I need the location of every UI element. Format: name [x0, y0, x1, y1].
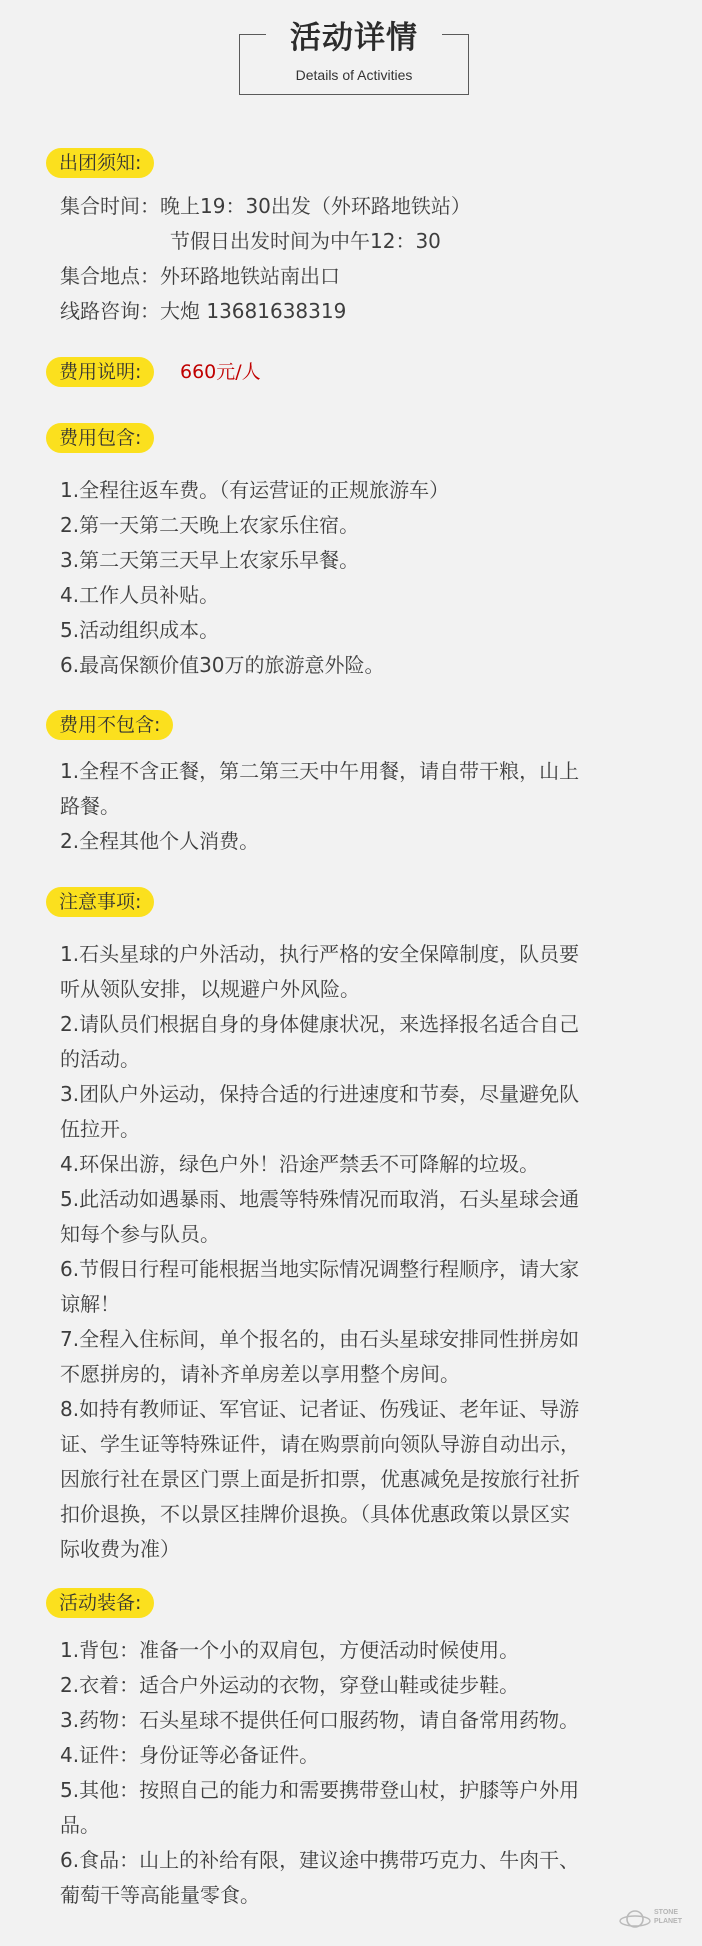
- notes-line: 不愿拼房的，请补齐单房差以享用整个房间。: [60, 1362, 460, 1386]
- section-label-notice: 出团须知:: [46, 148, 154, 178]
- included-line: 6.最高保额价值30万的旅游意外险。: [60, 653, 385, 677]
- equipment-line: 葡萄干等高能量零食。: [60, 1883, 260, 1907]
- section-label-excluded: 费用不包含:: [46, 710, 173, 740]
- planet-logo-icon: [618, 1904, 652, 1934]
- notes-line: 证、学生证等特殊证件，请在购票前向领队导游自动出示，: [60, 1432, 580, 1456]
- title-frame: [239, 20, 469, 95]
- included-line: 2.第一天第二天晚上农家乐住宿。: [60, 513, 360, 537]
- page-title: 活动详情: [290, 20, 418, 56]
- notes-line: 谅解！: [60, 1292, 120, 1316]
- section-label-notes: 注意事项:: [46, 887, 154, 917]
- excluded-line: 1.全程不含正餐，第二第三天中午用餐，请自带干粮，山上: [60, 759, 580, 783]
- notes-line: 6.节假日行程可能根据当地实际情况调整行程顺序，请大家: [60, 1257, 580, 1281]
- equipment-line: 1.背包：准备一个小的双肩包，方便活动时候使用。: [60, 1638, 520, 1662]
- notes-line: 2.请队员们根据自身的身体健康状况，来选择报名适合自己: [60, 1012, 580, 1036]
- equipment-line: 3.药物：石头星球不提供任何口服药物，请自备常用药物。: [60, 1708, 580, 1732]
- notes-line: 1.石头星球的户外活动，执行严格的安全保障制度，队员要: [60, 942, 580, 966]
- section-label-equipment: 活动装备:: [46, 1588, 154, 1618]
- included-line: 3.第二天第三天早上农家乐早餐。: [60, 548, 360, 572]
- notes-line: 8.如持有教师证、军官证、记者证、伤残证、老年证、导游: [60, 1397, 580, 1421]
- equipment-line: 4.证件：身份证等必备证件。: [60, 1743, 320, 1767]
- included-line: 5.活动组织成本。: [60, 618, 220, 642]
- fee-value: 660元/人: [180, 361, 261, 383]
- included-line: 4.工作人员补贴。: [60, 583, 220, 607]
- notice-line: 线路咨询：大炮 13681638319: [60, 299, 347, 323]
- notes-line: 7.全程入住标间，单个报名的，由石头星球安排同性拼房如: [60, 1327, 580, 1351]
- included-line: 1.全程往返车费。（有运营证的正规旅游车）: [60, 478, 450, 502]
- equipment-line: 5.其他：按照自己的能力和需要携带登山杖，护膝等户外用: [60, 1778, 580, 1802]
- notes-line: 4.环保出游，绿色户外！沿途严禁丢不可降解的垃圾。: [60, 1152, 540, 1176]
- excluded-line: 路餐。: [60, 794, 120, 818]
- notes-line: 3.团队户外运动，保持合适的行进速度和节奏，尽量避免队: [60, 1082, 580, 1106]
- notice-line: 节假日出发时间为中午12：30: [170, 229, 441, 253]
- equipment-line: 品。: [60, 1813, 100, 1837]
- watermark-logo: [618, 1904, 688, 1934]
- notes-line: 伍拉开。: [60, 1117, 140, 1141]
- notice-line: 集合地点：外环路地铁站南出口: [60, 264, 340, 288]
- page-subtitle: Details of Activities: [295, 67, 413, 83]
- section-label-fee: 费用说明:: [46, 357, 154, 387]
- section-label-included: 费用包含:: [46, 423, 154, 453]
- notes-line: 的活动。: [60, 1047, 140, 1071]
- watermark-text: STONE PLANET: [654, 1909, 682, 1925]
- notes-line: 际收费为准）: [60, 1537, 180, 1561]
- notes-line: 因旅行社在景区门票上面是折扣票，优惠减免是按旅行社折: [60, 1467, 580, 1491]
- notes-line: 5.此活动如遇暴雨、地震等特殊情况而取消，石头星球会通: [60, 1187, 580, 1211]
- notes-line: 知每个参与队员。: [60, 1222, 220, 1246]
- equipment-line: 6.食品：山上的补给有限，建议途中携带巧克力、牛肉干、: [60, 1848, 580, 1872]
- notice-line: 集合时间：晚上19：30出发（外环路地铁站）: [60, 194, 471, 218]
- excluded-line: 2.全程其他个人消费。: [60, 829, 260, 853]
- equipment-line: 2.衣着：适合户外运动的衣物，穿登山鞋或徒步鞋。: [60, 1673, 520, 1697]
- notes-line: 听从领队安排，以规避户外风险。: [60, 977, 360, 1001]
- notes-line: 扣价退换，不以景区挂牌价退换。（具体优惠政策以景区实: [60, 1502, 570, 1526]
